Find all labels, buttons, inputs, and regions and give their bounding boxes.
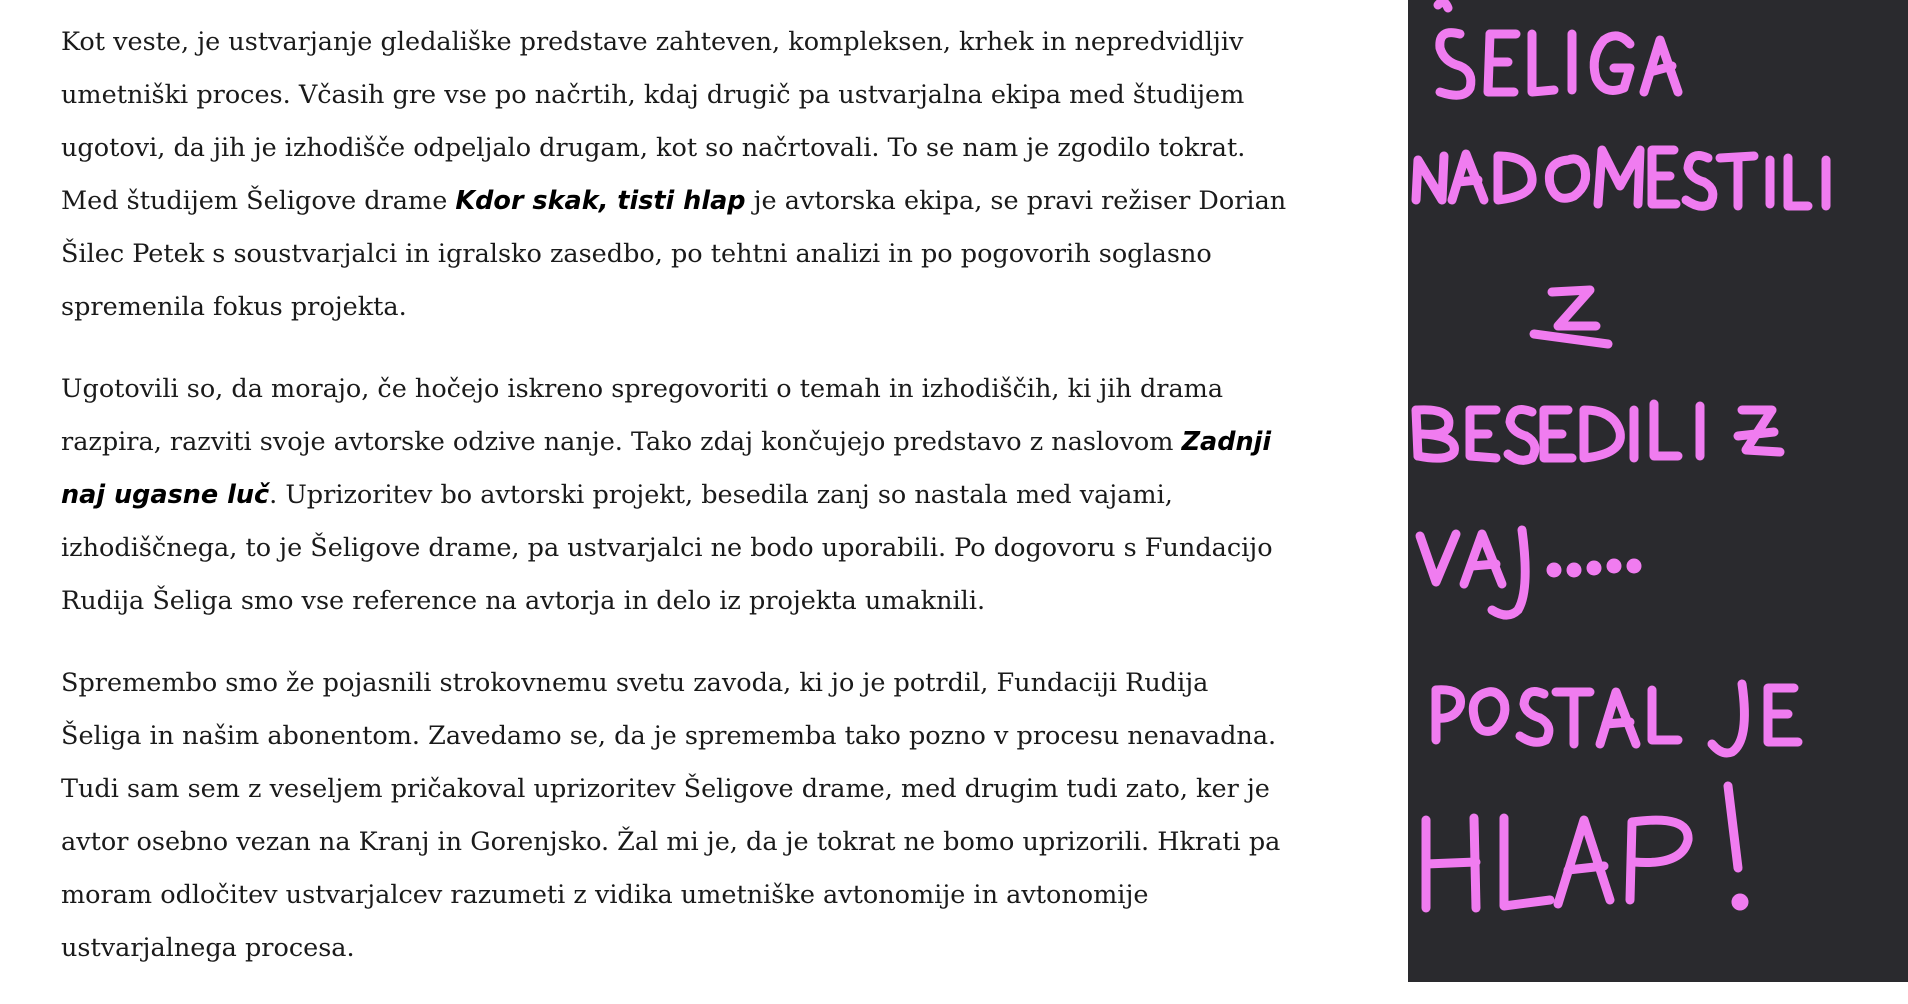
handwritten-note-panel <box>1408 0 1908 982</box>
text-line <box>61 469 1361 522</box>
text-segment: ugotovi, da jih je izhodišče odpeljalo drugam, kot so načrtovali. To se nam je zgodilo tokrat. <box>61 133 1246 163</box>
text-segment: Rudija Šeliga smo vse reference na avtorja in delo iz projekta umaknili. <box>61 586 986 616</box>
text-segment: moram odločitev ustvarjalcev razumeti z vidika umetniške avtonomije in avtonomije <box>61 880 1149 910</box>
text-line <box>61 281 1361 334</box>
text-line <box>61 122 1361 175</box>
text-segment: Šeliga in našim abonentom. Zavedamo se, da je sprememba tako pozno v procesu nenavadna. <box>61 721 1277 751</box>
text-segment: . Uprizoritev bo avtorski projekt, besedila zanj so nastala med vajami, <box>269 480 1173 510</box>
text-segment: Tudi sam sem z veseljem pričakoval uprizoritev Šeligove drame, med drugim tudi zato, ker je <box>61 774 1270 804</box>
text-line <box>61 522 1361 575</box>
text-line <box>61 363 1361 416</box>
text-line <box>61 710 1361 763</box>
text-line <box>61 816 1361 869</box>
text-segment: Kot veste, je ustvarjanje gledališke predstave zahteven, kompleksen, krhek in nepredvidljiv <box>61 27 1244 57</box>
text-segment: Spremembo smo že pojasnili strokovnemu svetu zavoda, ki jo je potrdil, Fundaciji Rudija <box>61 668 1209 698</box>
text-line <box>61 416 1361 469</box>
text-line <box>61 175 1361 228</box>
text-segment: izhodiščnega, to je Šeligove drame, pa ustvarjalci ne bodo uporabili. Po dogovoru s Fundacijo <box>61 533 1273 563</box>
text-segment: je avtorska ekipa, se pravi režiser Dorian <box>745 186 1287 216</box>
text-line <box>61 657 1361 710</box>
handwritten-note <box>1408 0 1908 982</box>
text-segment: Ugotovili so, da morajo, če hočejo iskreno spregovoriti o temah in izhodiščih, ki jih drama <box>61 374 1224 404</box>
handwritten-line-1 <box>1438 2 1678 95</box>
text-segment: umetniški proces. Včasih gre vse po načrtih, kdaj drugič pa ustvarjalna ekipa med študijem <box>61 80 1245 110</box>
handwritten-line-5 <box>1420 530 1637 615</box>
text-line <box>61 228 1361 281</box>
handwritten-line-6 <box>1436 684 1798 753</box>
text-segment: razpira, razviti svoje avtorske odzive nanje. Tako zdaj končujejo predstavo z naslovom <box>61 427 1182 457</box>
text-line <box>61 869 1361 922</box>
handwritten-line-3 <box>1534 290 1608 344</box>
text-segment: avtor osebno vezan na Kranj in Gorenjsko. Žal mi je, da je tokrat ne bomo uprizorili. Hkrati pa <box>61 827 1281 857</box>
text-line <box>61 922 1361 975</box>
text-line <box>61 575 1361 628</box>
handwritten-line-7 <box>1426 786 1744 908</box>
text-segment: spremenila fokus projekta. <box>61 292 407 322</box>
paragraph-2 <box>61 363 1361 628</box>
text-segment: Šilec Petek s soustvarjalci in igralsko zasedbo, po tehtni analizi in po pogovorih soglasno <box>61 239 1212 269</box>
title-emphasis: naj ugasne luč <box>61 480 270 510</box>
text-line <box>61 16 1361 69</box>
title-emphasis: Kdor skak, tisti hlap <box>455 186 746 216</box>
text-segment: Med študijem Šeligove drame <box>61 186 456 216</box>
text-line <box>61 69 1361 122</box>
text-line <box>61 763 1361 816</box>
document-text <box>61 16 1361 1004</box>
handwritten-line-2 <box>1416 150 1826 206</box>
paragraph-3 <box>61 657 1361 975</box>
paragraph-1 <box>61 16 1361 334</box>
text-segment: ustvarjalnega procesa. <box>61 933 355 963</box>
handwritten-line-4 <box>1416 404 1780 460</box>
title-emphasis: Zadnji <box>1181 427 1272 457</box>
